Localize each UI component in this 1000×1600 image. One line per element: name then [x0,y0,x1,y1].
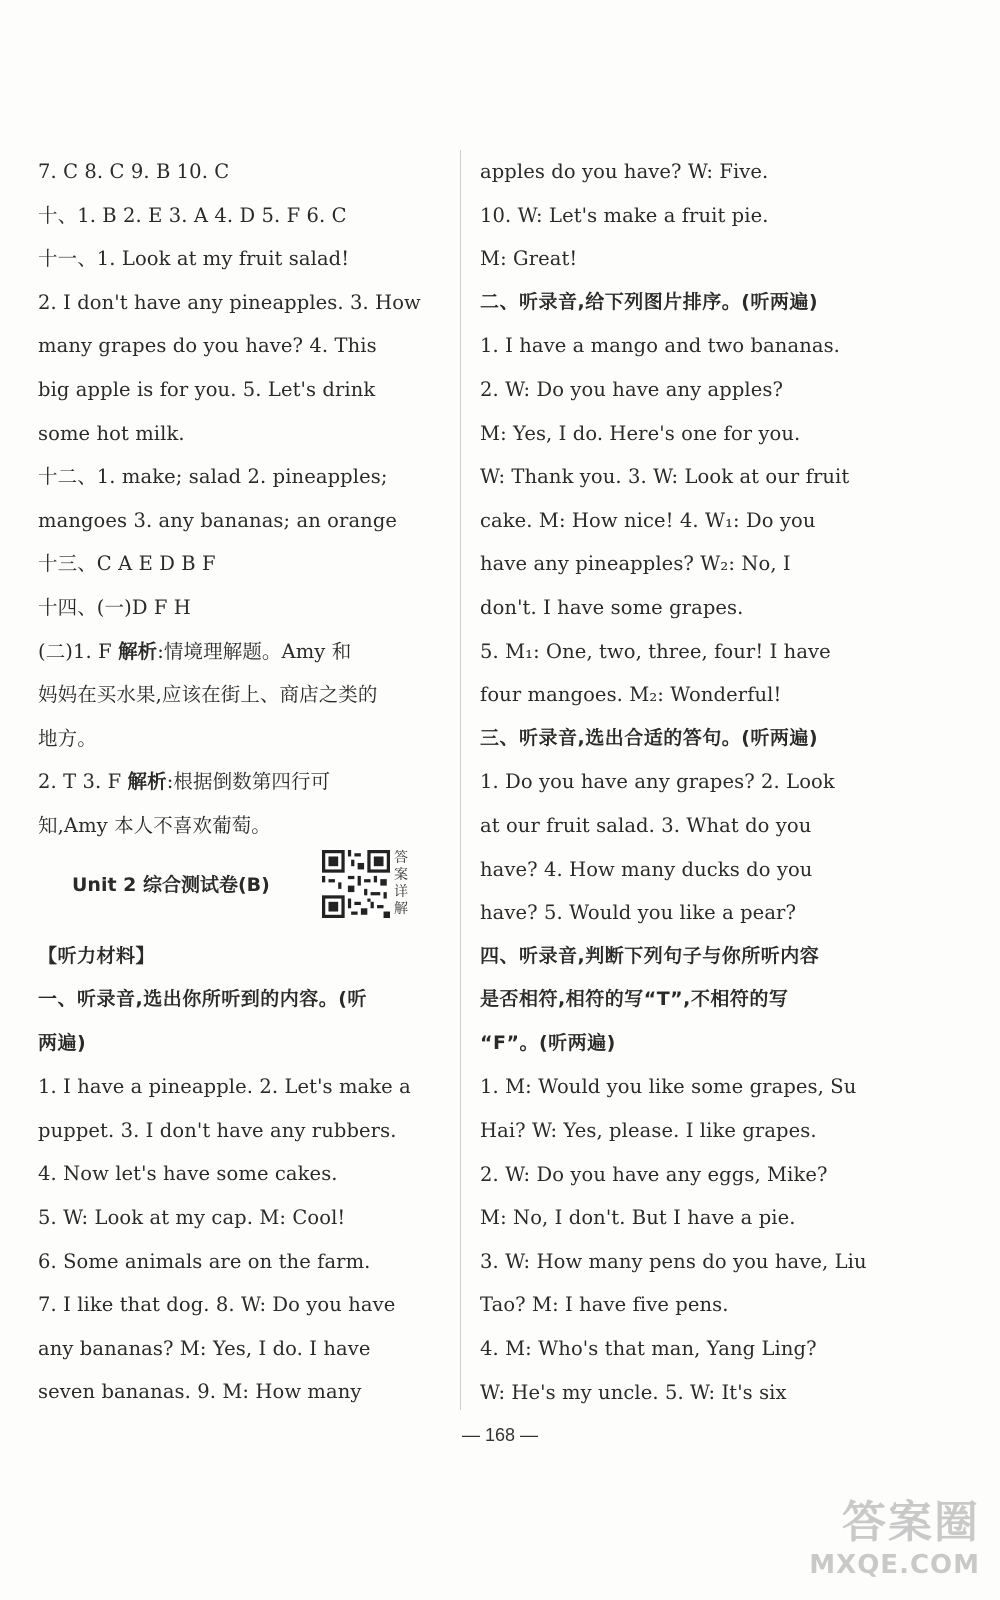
text-line: mangoes 3. any bananas; an orange [38,508,398,532]
explanation-label: 解析 [118,639,158,663]
section-heading: 四、听录音,判断下列句子与你所听内容 [480,944,820,967]
text-line: 7. C 8. C 9. B 10. C [38,160,230,183]
text-line: 4. Now let's have some cakes. [38,1162,338,1186]
explanation-label: 解析 [127,770,167,794]
section-heading: 二、听录音,给下列图片排序。(听两遍) [480,290,819,313]
text-line: 2. I don't have any pineapples. 3. How [38,290,421,314]
text-line: have? 4. How many ducks do you [480,857,813,881]
text-line: 2. W: Do you have any apples? [480,377,784,401]
section-heading: 两遍) [38,1031,87,1054]
explanation-answers: 2. T 3. F [38,770,128,794]
text-line: 十二、1. make; salad 2. pineapples; [38,465,388,489]
text-line: apples do you have? W: Five. [480,160,769,183]
watermark-line2: MXQE.COM [809,1550,980,1580]
text-line: 十、1. B 2. E 3. A 4. D 5. F 6. C [38,203,347,227]
text-line: W: Thank you. 3. W: Look at our fruit [480,465,850,489]
text-line: 3. W: How many pens do you have, Liu [480,1249,867,1273]
text-line: 1. Do you have any grapes? 2. Look [480,770,835,794]
unit-title: Unit 2 综合测试卷(B) [72,873,270,896]
text-line: big apple is for you. 5. Let's drink [38,377,376,401]
text-line: 知,Amy 本人不喜欢葡萄。 [38,813,271,837]
text-line: 1. I have a mango and two bananas. [480,334,840,358]
text-line: 4. M: Who's that man, Yang Ling? [480,1337,817,1361]
text-line: Tao? M: I have five pens. [480,1293,729,1317]
qr-code-icon[interactable] [322,850,390,918]
text-line: 十三、C A E D B F [38,552,216,576]
explanation-text: :情境理解题。Amy 和 [157,639,352,663]
text-line: 2. W: Do you have any eggs, Mike? [480,1162,828,1186]
text-line: Hai? W: Yes, please. I like grapes. [480,1119,817,1143]
listening-title: 【听力材料】 [38,944,156,967]
text-line: at our fruit salad. 3. What do you [480,813,812,837]
watermark-logo [809,1486,980,1580]
text-line: 1. M: Would you like some grapes, Su [480,1075,857,1099]
text-line: 6. Some animals are on the farm. [38,1249,371,1273]
explanation-answers: (二)1. F [38,639,119,663]
section-heading: “F”。(听两遍) [480,1031,616,1054]
text-line: cake. M: How nice! 4. W₁: Do you [480,508,816,532]
explanation-line [38,630,438,674]
page-number: — 168 — [461,1425,539,1445]
explanation-line [38,760,438,804]
unit-header [38,848,438,935]
explanation-text: :根据倒数第四行可 [166,770,331,794]
text-line: don't. I have some grapes. [480,595,744,619]
text-line: have any pineapples? W₂: No, I [480,552,791,576]
text-line: 10. W: Let's make a fruit pie. [480,203,769,227]
text-line: M: Great! [480,247,578,271]
section-heading: 一、听录音,选出你所听到的内容。(听 [38,988,367,1011]
text-line: four mangoes. M₂: Wonderful! [480,683,782,707]
column-divider [460,150,461,1410]
text-line: W: He's my uncle. 5. W: It's six [480,1380,787,1404]
text-line: 十四、(一)D F H [38,595,191,619]
text-line: 5. W: Look at my cap. M: Cool! [38,1206,346,1230]
text-line: 1. I have a pineapple. 2. Let's make a [38,1075,411,1099]
text-line: some hot milk. [38,421,185,445]
text-line: 妈妈在买水果,应该在街上、商店之类的 [38,683,378,707]
left-column [38,150,438,1414]
text-line: many grapes do you have? 4. This [38,334,377,358]
text-line: have? 5. Would you like a pear? [480,901,797,925]
text-line: 5. M₁: One, two, three, four! I have [480,639,831,663]
right-column [480,150,880,1414]
text-line: M: Yes, I do. Here's one for you. [480,421,801,445]
section-heading: 三、听录音,选出合适的答句。(听两遍) [480,726,819,749]
text-line: puppet. 3. I don't have any rubbers. [38,1118,397,1142]
text-line: seven bananas. 9. M: How many [38,1380,362,1404]
text-line: any bananas? M: Yes, I do. I have [38,1336,371,1360]
watermark-line1: 答案圈 [842,1497,980,1548]
text-line: M: No, I don't. But I have a pie. [480,1206,796,1230]
text-line: 十一、1. Look at my fruit salad! [38,247,350,271]
section-heading: 是否相符,相符的写“T”,不相符的写 [480,988,789,1011]
qr-caption: 答案详解 [394,849,408,917]
text-line: 7. I like that dog. 8. W: Do you have [38,1293,396,1317]
text-line: 地方。 [38,726,97,750]
